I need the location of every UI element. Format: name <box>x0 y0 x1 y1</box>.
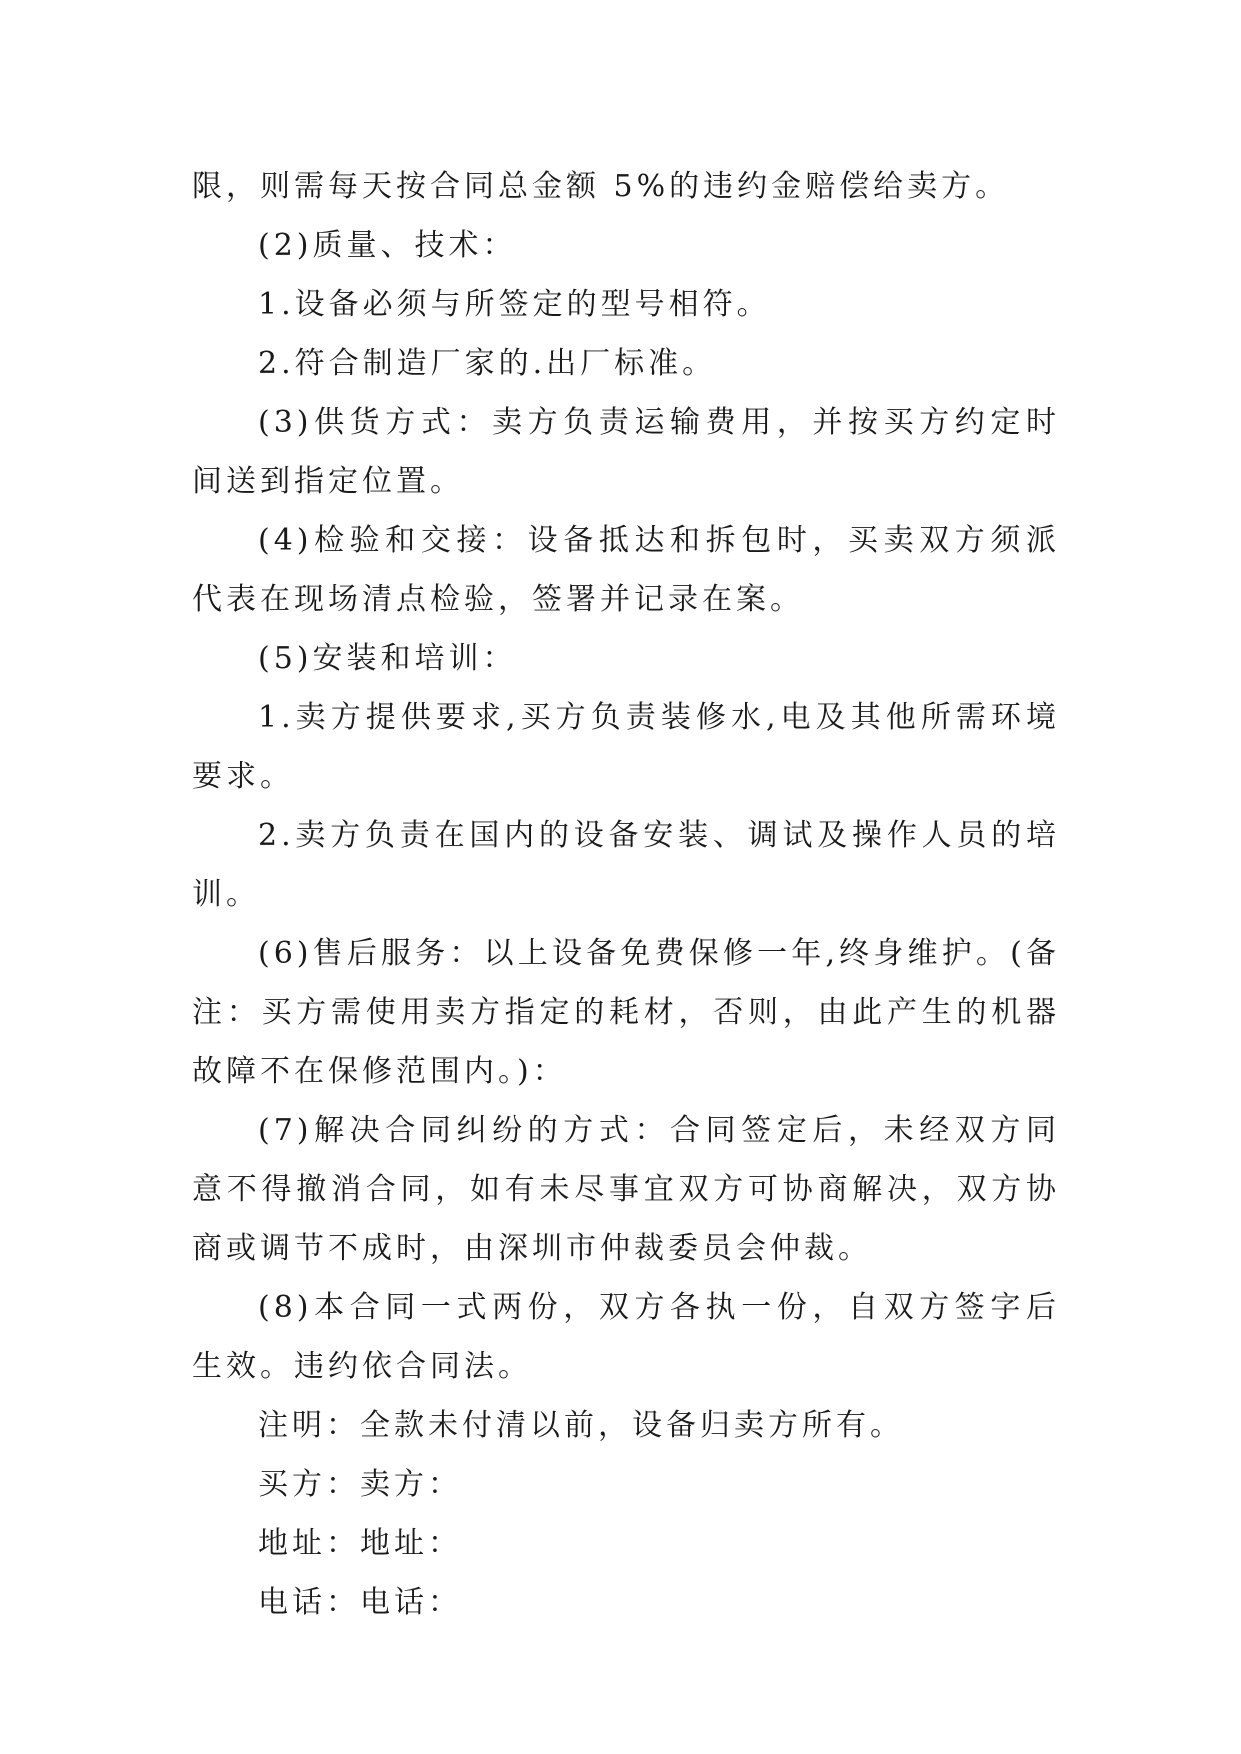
paragraph-installation-item-2: 2.卖方负责在国内的设备安装、调试及操作人员的培训。 <box>192 818 1060 912</box>
paragraph-copies: (8)本合同一式两份，双方各执一份，自双方签字后生效。违约依合同法。 <box>192 1290 1060 1384</box>
paragraph-after-sales: (6)售后服务：以上设备免费保修一年,终身维护。(备注：买方需使用卖方指定的耗材，否则，由此产生的机器故障不在保修范围内。)： <box>192 936 1060 1089</box>
signature-parties: 买方：卖方： <box>258 1467 462 1502</box>
contract-body <box>192 157 1060 1632</box>
paragraph-note: 注明：全款未付清以前，设备归卖方所有。 <box>258 1408 904 1443</box>
paragraph-quality-heading: (2)质量、技术： <box>258 228 517 263</box>
paragraph-quality-item-1: 1.设备必须与所签定的型号相符。 <box>258 287 771 322</box>
paragraph-installation-heading: (5)安装和培训： <box>258 641 517 676</box>
paragraph-installation-item-1: 1.卖方提供要求,买方负责装修水,电及其他所需环境要求。 <box>192 700 1060 794</box>
paragraph-inspection: (4)检验和交接：设备抵达和拆包时，买卖双方须派代表在现场清点检验，签署并记录在案。 <box>192 523 1060 617</box>
signature-phone: 电话：电话： <box>258 1585 462 1620</box>
paragraph-delivery: (3)供货方式：卖方负责运输费用，并按买方约定时间送到指定位置。 <box>192 405 1060 499</box>
paragraph-penalty-continued: 限，则需每天按合同总金额 5%的违约金赔偿给卖方。 <box>192 169 1010 204</box>
paragraph-quality-item-2: 2.符合制造厂家的.出厂标准。 <box>258 346 717 381</box>
paragraph-dispute: (7)解决合同纠纷的方式：合同签定后，未经双方同意不得撤消合同，如有未尽事宜双方可协商解决，双方协商或调节不成时，由深圳市仲裁委员会仲裁。 <box>192 1113 1060 1266</box>
signature-address: 地址：地址： <box>258 1526 462 1561</box>
